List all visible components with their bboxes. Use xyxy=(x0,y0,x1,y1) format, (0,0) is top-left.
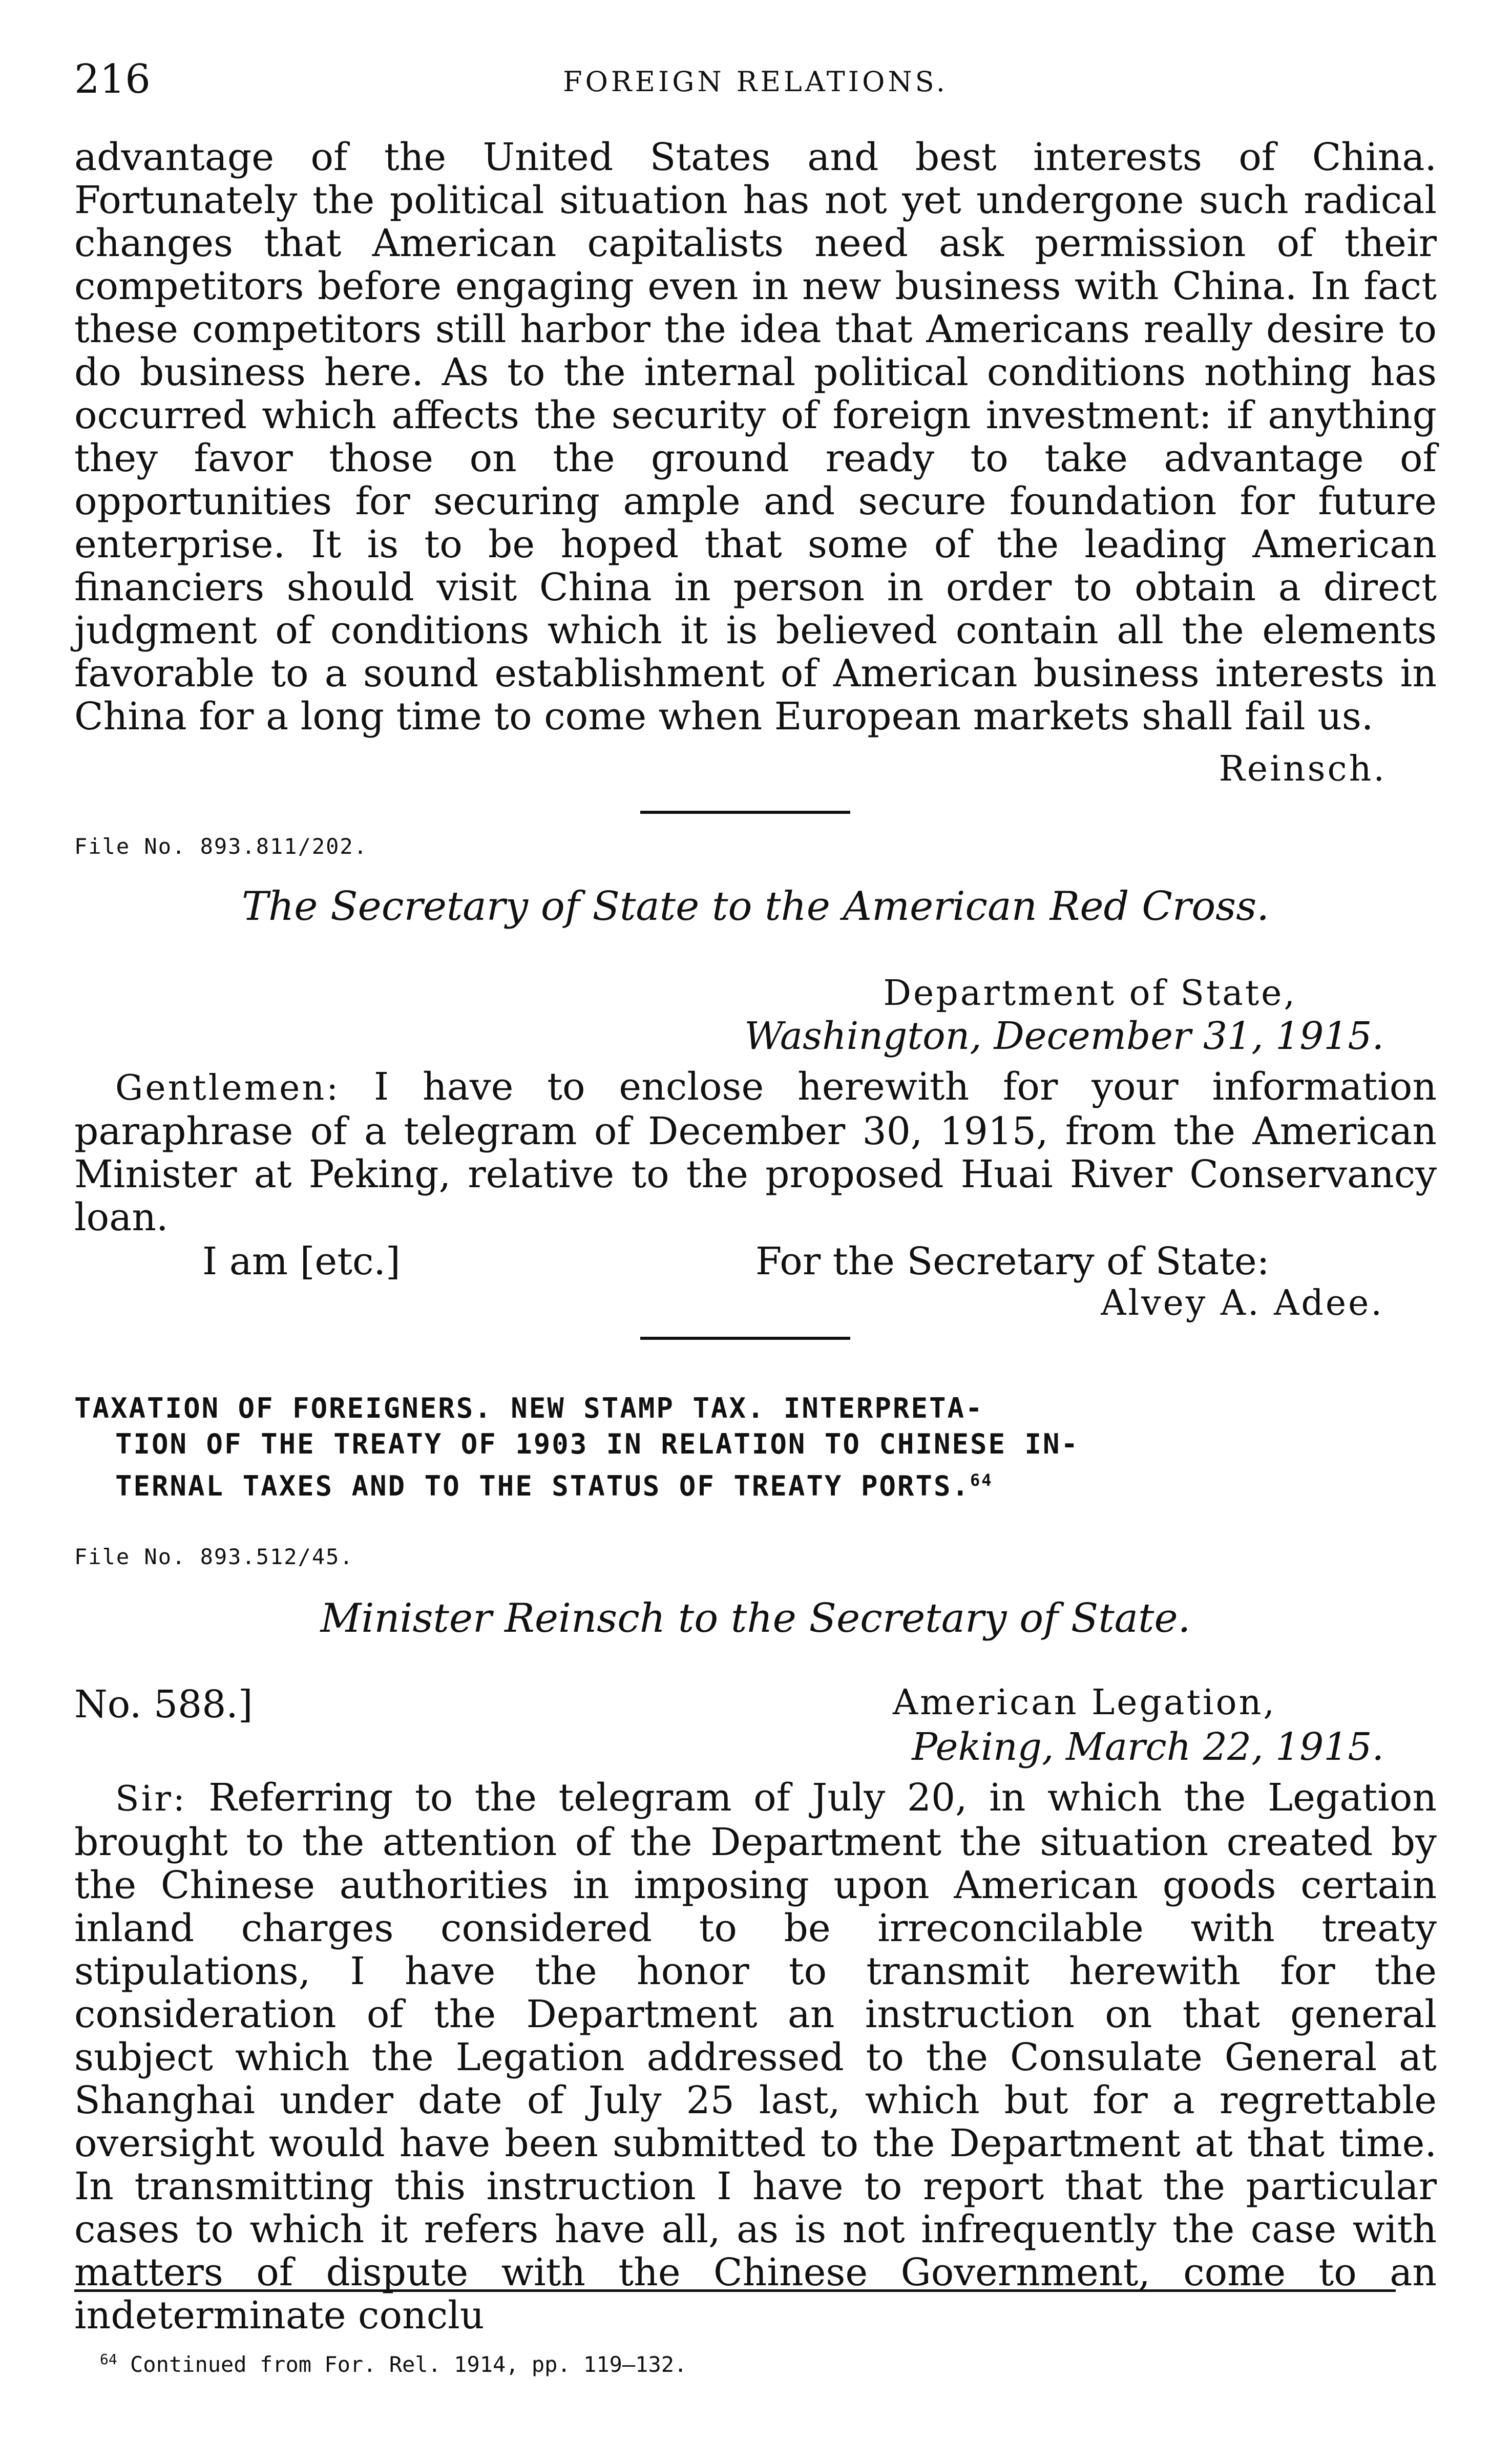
section-divider xyxy=(640,1337,850,1340)
page-number: 216 xyxy=(74,56,151,102)
file-number: File No. 893.811/202. xyxy=(74,834,368,859)
section-title-line-2: TION OF THE TREATY OF 1903 IN RELATION TO CHINESE IN- xyxy=(115,1428,1080,1460)
salutation: Sir: xyxy=(115,1779,187,1819)
signature-reinsch: Reinsch. xyxy=(1219,749,1387,789)
section-title-line-1: TAXATION OF FOREIGNERS. NEW STAMP TAX. INTERPRETA- xyxy=(74,1392,984,1424)
signature-adee: Alvey A. Adee. xyxy=(1101,1283,1384,1323)
section-title-text: TERNAL TAXES AND TO THE STATUS OF TREATY PORTS. xyxy=(115,1470,971,1502)
sender-office: American Legation, xyxy=(892,1682,1276,1723)
continued-paragraph: advantage of the United States and best interests of China. Fortunately the political situation has not yet undergone such radical changes that American capitalists need ask permission of their competitors before engaging even in new business with China. In fact these competitors still harbor the idea that Americans really desire to do business here. As to the internal political conditions nothing has occurred which affects the security of foreign investment: if anything they favor those on the ground ready to take advantage of opportunities for securing ample and secure foundation for future enterprise. It is to be hoped that some of the leading American financiers should visit China in person in order to obtain a direct judgment of conditions which it is believed contain all the elements favorable to a sound establishment of American business interests in China for a long time to come when European markets shall fail us. xyxy=(74,135,1437,739)
running-title: FOREIGN RELATIONS. xyxy=(563,66,948,98)
section-title xyxy=(74,1391,1437,1504)
document-date: Peking, March 22, 1915. xyxy=(912,1725,1384,1769)
footnote-reference: 64 xyxy=(970,1470,993,1490)
sender-office: Department of State, xyxy=(883,973,1297,1014)
document-date: Washington, December 31, 1915. xyxy=(744,1014,1384,1058)
document-heading: Minister Reinsch to the Secretary of State. xyxy=(320,1595,1191,1641)
page-header xyxy=(74,56,1437,113)
dispatch-text: Referring to the telegram of July 20, in which the Legation brought to the attention of the Department the situation created by the Chinese authorities in imposing upon American goods certain inland charges considered to be irreconcilable with treaty stipulations, I have the honor to transmit herewith for the consideration of the Department an instruction on that general subject which the Legation addressed to the Consulate General at Shanghai under date of July 25 last, which but for a regrettable oversight would have been submitted to the Department at that time. In transmitting this instruction I have to report that the particular cases to which it refers have all, as is not infrequently the case with matters of dispute with the Chinese Government, come to an indeterminate conclu xyxy=(74,1776,1437,2338)
letter-text: I have to enclose herewith for your information paraphrase of a telegram of December 30, 1915, from the American Minister at Peking, relative to the proposed Huai River Conservancy loan. xyxy=(74,1065,1437,1239)
dispatch-number: No. 588.] xyxy=(74,1682,253,1727)
dispatch-body xyxy=(74,1776,1437,2337)
footnote-text: Continued from For. Rel. 1914, pp. 119–132. xyxy=(130,2352,687,2377)
section-divider xyxy=(640,811,850,814)
footnote-rule xyxy=(74,2289,1396,2292)
document-heading: The Secretary of State to the American Red Cross. xyxy=(241,883,1270,930)
footnote xyxy=(100,2351,687,2377)
footnote-marker: 64 xyxy=(100,2351,117,2368)
salutation: Gentlemen: xyxy=(115,1068,341,1108)
letter-body xyxy=(74,1065,1437,1239)
file-number: File No. 893.512/45. xyxy=(74,1544,354,1569)
section-title-line-3 xyxy=(74,1462,1437,1504)
for-secretary: For the Secretary of State: xyxy=(755,1239,1270,1283)
closing: I am [etc.] xyxy=(202,1239,401,1283)
